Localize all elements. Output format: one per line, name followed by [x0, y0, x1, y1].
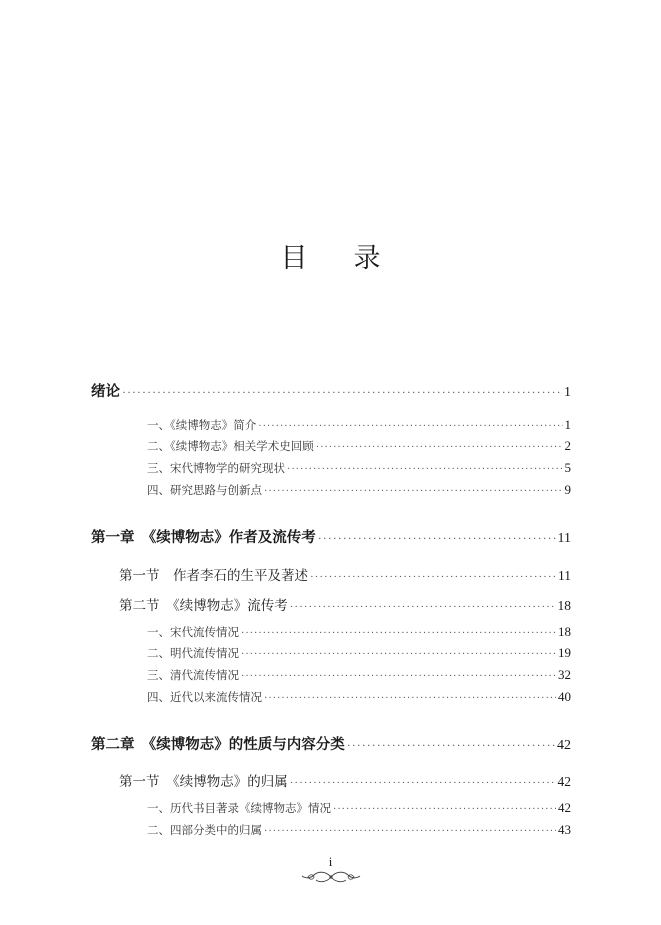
- toc-entry-label: 绪论: [91, 384, 120, 400]
- toc-entry-label: 二、四部分类中的归属: [147, 823, 262, 837]
- toc-entry[interactable]: [147, 689, 571, 705]
- toc-entry[interactable]: [91, 733, 571, 754]
- toc-entry-page: 2: [564, 438, 571, 453]
- leader-dots: [290, 601, 556, 613]
- toc-entry[interactable]: [147, 822, 571, 838]
- leader-dots: [310, 571, 556, 583]
- toc-entry-page: 11: [558, 568, 571, 583]
- leader-dots: [241, 649, 556, 660]
- toc-entry[interactable]: [147, 417, 571, 433]
- toc-entry[interactable]: [147, 800, 571, 816]
- toc-entry[interactable]: [147, 482, 571, 498]
- toc-entry-page: 19: [558, 645, 571, 660]
- toc-entry-page: 1: [564, 385, 571, 400]
- toc-entry-page: 42: [557, 738, 571, 753]
- toc-entry-label: 四、近代以来流传情况: [147, 690, 262, 704]
- toc-entry[interactable]: [147, 645, 571, 661]
- toc-entry[interactable]: [147, 667, 571, 683]
- toc-entry[interactable]: [119, 594, 571, 614]
- leader-dots: [258, 421, 562, 432]
- toc-entry-page: 40: [558, 689, 571, 704]
- leader-dots: [287, 464, 563, 475]
- toc-entry[interactable]: [91, 380, 571, 401]
- toc-entry[interactable]: [147, 460, 571, 476]
- toc-entry-page: 42: [557, 774, 571, 789]
- ornament-icon: [296, 869, 366, 885]
- leader-dots: [316, 442, 563, 453]
- leader-dots: [241, 628, 556, 639]
- toc-entry-label: 二、明代流传情况: [147, 646, 239, 660]
- toc-entry[interactable]: [147, 624, 571, 640]
- leader-dots: [122, 385, 562, 400]
- toc-entry-page: 9: [564, 482, 571, 497]
- leader-dots: [318, 531, 556, 546]
- toc-entry-page: 5: [564, 460, 571, 475]
- toc-entry-label: 第一节 作者李石的生平及著述: [119, 568, 308, 584]
- toc-entry-label: 第二节 《续博物志》流传考: [119, 598, 288, 614]
- toc-entry-label: 一、《续博物志》简介: [147, 418, 257, 432]
- toc-entry-label: 一、历代书目著录《续博物志》情况: [147, 801, 331, 815]
- toc-entry-label: 三、宋代博物学的研究现状: [147, 461, 285, 475]
- toc-entry-label: 三、清代流传情况: [147, 668, 239, 682]
- toc-entry-page: 43: [558, 822, 571, 837]
- toc-entry-page: 11: [557, 531, 571, 546]
- page-number: i: [328, 854, 333, 869]
- toc-entry[interactable]: [119, 564, 571, 584]
- toc-entry-label: 一、宋代流传情况: [147, 625, 239, 639]
- toc-entry[interactable]: [147, 438, 571, 454]
- toc-entry[interactable]: [119, 770, 571, 790]
- leader-dots: [264, 826, 556, 837]
- toc-entry-label: 第一节 《续博物志》的归属: [119, 774, 288, 790]
- toc-entry-page: 18: [558, 624, 571, 639]
- toc-entry-page: 42: [558, 800, 571, 815]
- page-footer: [0, 855, 661, 885]
- toc-entry-label: 第一章 《续博物志》作者及流传考: [91, 530, 316, 546]
- toc-entry-page: 1: [564, 417, 571, 432]
- toc-entry-label: 二、《续博物志》相关学术史回顾: [147, 439, 314, 453]
- toc-entry[interactable]: [91, 526, 571, 547]
- leader-dots: [290, 777, 556, 789]
- toc-entry-page: 32: [558, 667, 571, 682]
- leader-dots: [264, 486, 563, 497]
- toc-entry-page: 18: [557, 598, 571, 613]
- toc-entry-label: 第二章 《续博物志》的性质与内容分类: [91, 737, 345, 753]
- leader-dots: [241, 671, 556, 682]
- leader-dots: [333, 804, 556, 815]
- leader-dots: [264, 693, 556, 704]
- toc-entry-label: 四、研究思路与创新点: [147, 483, 262, 497]
- page-title: 目录: [280, 243, 427, 274]
- leader-dots: [347, 738, 555, 753]
